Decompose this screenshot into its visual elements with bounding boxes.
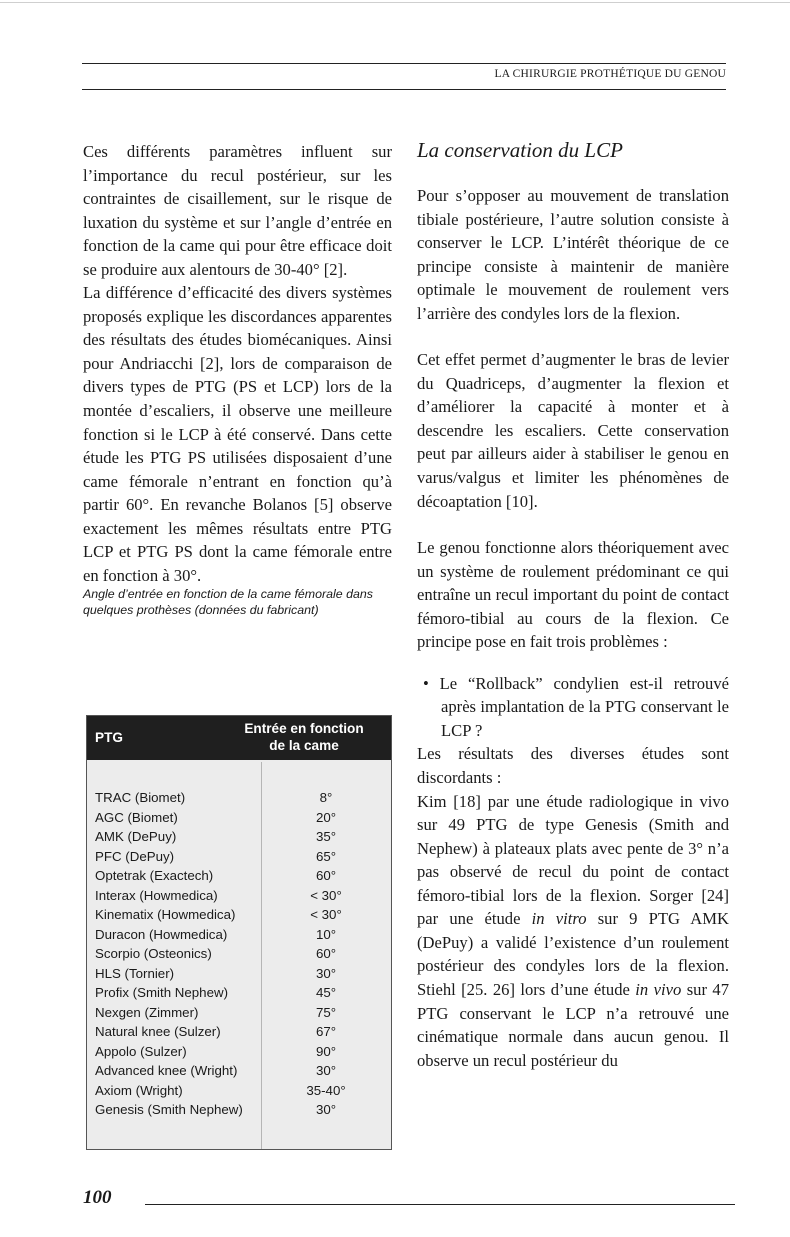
prosthesis-name: Advanced knee (Wright) bbox=[95, 1063, 238, 1078]
table-header-entry-line1: Entrée en fonction bbox=[244, 721, 364, 736]
cam-entry-angle: 60° bbox=[315, 868, 337, 883]
cam-entry-angle: < 30° bbox=[310, 887, 342, 903]
cam-entry-angle: 65° bbox=[315, 848, 337, 864]
prosthesis-name: Interax (Howmedica) bbox=[95, 887, 218, 903]
table-row bbox=[87, 1082, 391, 1102]
right-paragraph-3: Le genou fonctionne alors théoriquement avec un système de roulement prédominant ce qui entraîne un recul important du point de contact fémoro-tibial au cours de la flexion. Ce principe pose en fait trois problèmes : bbox=[417, 538, 729, 652]
prosthesis-name: Natural knee (Sulzer) bbox=[95, 1024, 221, 1039]
prosthesis-name: Scorpio (Osteonics) bbox=[95, 946, 212, 961]
table-row bbox=[87, 1023, 391, 1043]
prosthesis-name: AMK (DePuy) bbox=[95, 829, 177, 844]
table-row bbox=[87, 1062, 391, 1082]
table-row bbox=[87, 1043, 391, 1063]
table-header-entry bbox=[229, 720, 379, 754]
footer-rule bbox=[145, 1204, 735, 1205]
cam-entry-angle: 90° bbox=[315, 1043, 337, 1059]
table-header bbox=[87, 716, 391, 760]
table-row bbox=[87, 1101, 391, 1121]
left-column bbox=[83, 140, 392, 618]
table-row bbox=[87, 1004, 391, 1024]
table-row bbox=[87, 984, 391, 1004]
table-row bbox=[87, 867, 391, 887]
table-row bbox=[87, 828, 391, 848]
right-paragraph-1: Pour s’opposer au mouvement de translation tibiale postérieure, l’autre solution consiste à conserver le LCP. L’intérêt théorique de ce principe consiste à maintenir de manière optimale le mouvement de roulement vers l’arrière des condyles lors de la flexion. bbox=[417, 186, 729, 323]
cam-entry-angle: 35° bbox=[315, 829, 337, 844]
section-title: La conservation du LCP bbox=[417, 138, 623, 162]
table-rows bbox=[87, 789, 391, 1121]
prosthesis-name: HLS (Tornier) bbox=[95, 965, 175, 981]
table-header-ptg: PTG bbox=[95, 730, 123, 745]
table-row bbox=[87, 789, 391, 809]
prosthesis-name: Duracon (Howmedica) bbox=[95, 926, 228, 942]
cam-entry-table bbox=[86, 715, 392, 1150]
prosthesis-name: Optetrak (Exactech) bbox=[95, 868, 214, 883]
prosthesis-name: PFC (DePuy) bbox=[95, 848, 175, 864]
prosthesis-name: Nexgen (Zimmer) bbox=[95, 1004, 199, 1020]
right-paragraph-2: Cet effet permet d’augmenter le bras de levier du Quadriceps, d’augmenter la flexion et d’améliorer la capacité à monter et à descendre les escaliers. Cette conservation peut par ailleurs aider à stabiliser le genou en varus/valgus et limiter les phénomènes de décoaptation [10]. bbox=[417, 350, 729, 511]
cam-entry-angle: 8° bbox=[319, 790, 333, 805]
table-row bbox=[87, 945, 391, 965]
right-paragraph-4: Les résultats des diverses études sont discordants : bbox=[417, 744, 729, 788]
prosthesis-name: Profix (Smith Nephew) bbox=[95, 985, 229, 1000]
cam-entry-angle: 67° bbox=[315, 1024, 337, 1039]
table-row bbox=[87, 906, 391, 926]
p5-part-b: sur 9 PTG AMK (DePuy) a validé l’existence d’un roulement postérieur des condyles lors de la flexion. Stiehl [25. 26] lors d’une étude bbox=[417, 909, 730, 999]
p5-part-a: Kim [18] par une étude radiologique in vivo sur 49 PTG de type Genesis (Smith and Nephew) à plateaux plats avec pente de 3° n’a pas observé de recul du point de contact fémoro-tibial lors de la flexion. Sorger [24] par une étude bbox=[417, 791, 729, 929]
table-row bbox=[87, 809, 391, 829]
table-row bbox=[87, 965, 391, 985]
prosthesis-name: TRAC (Biomet) bbox=[95, 790, 186, 805]
bullet-item: • Le “Rollback” condylien est-il retrouvé après implantation de la PTG conservant le LCP ? bbox=[423, 673, 729, 740]
prosthesis-name: Appolo (Sulzer) bbox=[95, 1043, 187, 1059]
right-column bbox=[417, 184, 729, 1072]
left-paragraph-1: Ces différents paramètres influent sur l’importance du recul postérieur, sur les contraintes de cisaillement, sur le risque de luxation du système et sur l’angle d’entrée en fonction de la came qui pour être efficace doit se produire aux alentours de 30-40° [2]. bbox=[83, 142, 392, 279]
prosthesis-name: Kinematix (Howmedica) bbox=[95, 907, 236, 922]
cam-entry-angle: < 30° bbox=[310, 907, 342, 922]
prosthesis-name: AGC (Biomet) bbox=[95, 809, 178, 825]
cam-entry-angle: 45° bbox=[315, 985, 337, 1000]
page-number: 100 bbox=[83, 1187, 112, 1208]
header-rule-top bbox=[82, 63, 726, 64]
cam-entry-angle: 30° bbox=[315, 1102, 337, 1117]
cam-entry-angle: 30° bbox=[315, 1063, 337, 1078]
table-row bbox=[87, 887, 391, 907]
table-header-entry-line2: de la came bbox=[269, 738, 339, 753]
prosthesis-name: Axiom (Wright) bbox=[95, 1082, 183, 1098]
p5-part-c: sur 47 PTG conservant le LCP n’a retrouvé une cinématique normale dans aucun genou. Il observe un recul postérieur du bbox=[417, 979, 730, 1070]
right-paragraph-5 bbox=[417, 790, 729, 1073]
cam-entry-angle: 30° bbox=[315, 965, 337, 981]
table-body bbox=[87, 762, 391, 1149]
left-paragraph-2: La différence d’efficacité des divers systèmes proposés explique les discordances apparentes des résultats des études biomécaniques. Ainsi pour Andriacchi [2], lors de comparaison de divers types de PTG (PS et LCP) lors de la montée d’escaliers, il observe une meilleure fonction si le LCP à été conservé. Dans cette étude les PTG PS utilisées disposaient d’une came fémorale n’entrant en fonction qu’à partir 60°. En revanche Bolanos [5] observe exactement les mêmes résultats entre PTG LCP et PTG PS dont la came fémorale entre en fonction à 30°. bbox=[83, 283, 392, 585]
table-row bbox=[87, 848, 391, 868]
table-row bbox=[87, 926, 391, 946]
p5-em-in-vivo: in vivo bbox=[635, 979, 682, 999]
cam-entry-angle: 75° bbox=[315, 1004, 337, 1020]
running-head: LA CHIRURGIE PROTHÉTIQUE DU GENOU bbox=[494, 68, 726, 80]
cam-entry-angle: 10° bbox=[315, 926, 337, 942]
cam-entry-angle: 20° bbox=[315, 809, 337, 825]
table-caption: Angle d’entrée en fonction de la came fémorale dans quelques prothèses (données du fabricant) bbox=[83, 587, 373, 617]
scan-edge-line bbox=[0, 2, 790, 3]
cam-entry-angle: 60° bbox=[315, 946, 337, 961]
prosthesis-name: Genesis (Smith Nephew) bbox=[95, 1102, 243, 1117]
header-rule-bottom bbox=[82, 89, 726, 90]
p5-em-in-vitro: in vitro bbox=[531, 909, 587, 929]
cam-entry-angle: 35-40° bbox=[306, 1082, 346, 1098]
